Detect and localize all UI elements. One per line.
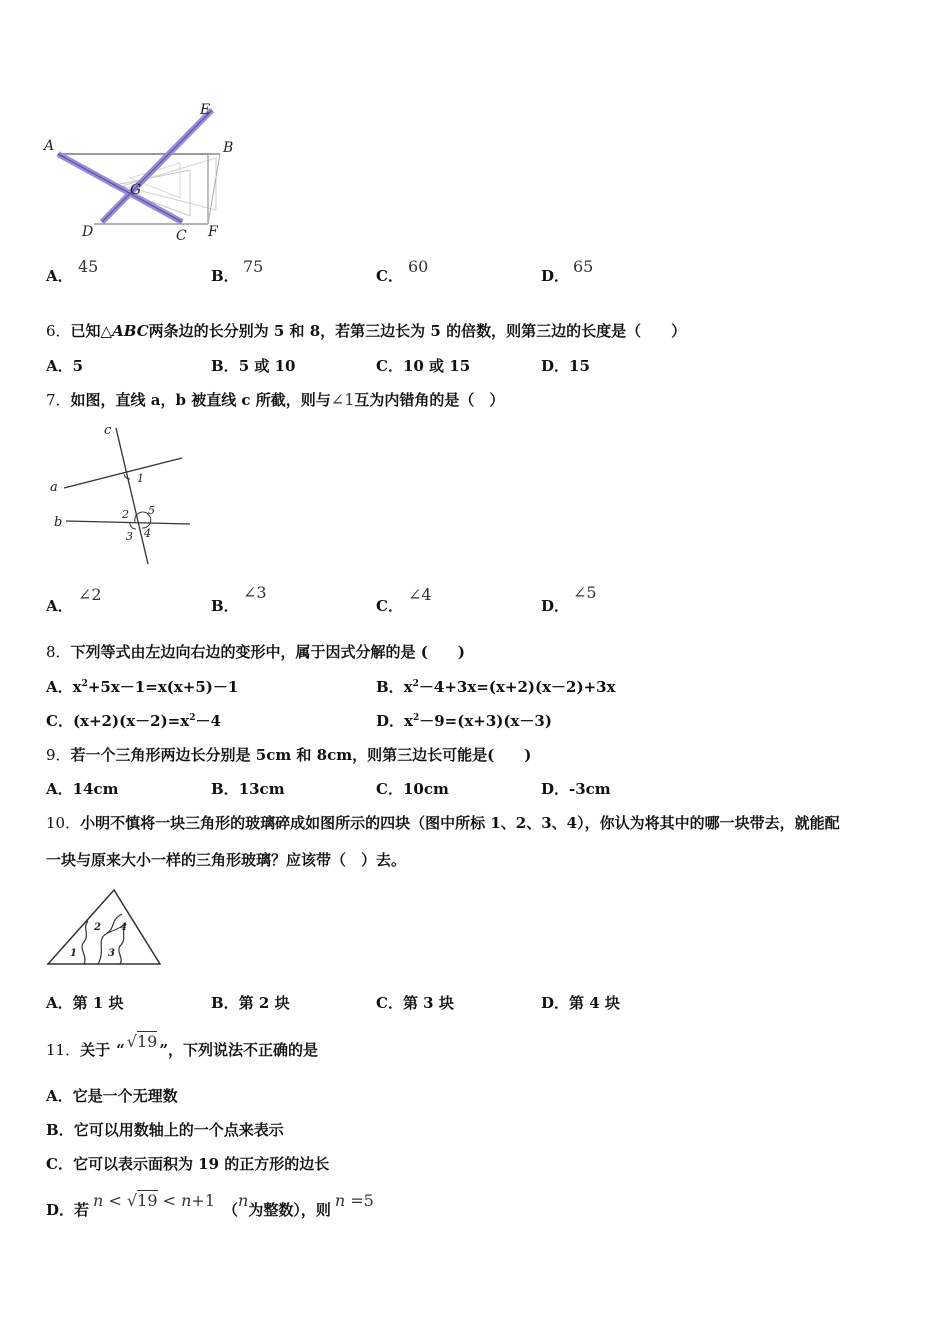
option-exponent: 2 bbox=[189, 713, 196, 723]
q8-option-b[interactable] bbox=[376, 676, 616, 697]
option-text: -3cm bbox=[569, 780, 611, 798]
option-text-pre: (x+2)(x－2)=x bbox=[72, 712, 190, 730]
q5-label-e: E bbox=[200, 102, 211, 118]
q5-option-a[interactable] bbox=[46, 257, 99, 286]
q8-text: 下列等式由左边向右边的变形中，属于因式分解的是 ( ) bbox=[70, 643, 465, 661]
q11-stem bbox=[46, 1032, 318, 1060]
q6-text-a: 已知△ bbox=[70, 322, 113, 340]
q5-label-d: D bbox=[82, 224, 94, 240]
option-value: ∠2 bbox=[78, 585, 102, 604]
option-value: 45 bbox=[78, 257, 99, 276]
q6-text-b: 两条边的长分别为 5 和 8，若第三边长为 5 的倍数，则第三边的长度是（ ） bbox=[148, 322, 687, 340]
q11-conclusion bbox=[335, 1191, 374, 1210]
option-text: 15 bbox=[569, 357, 590, 375]
option-text-post: +5x－1=x(x+5)－1 bbox=[87, 678, 239, 696]
option-letter: D． bbox=[46, 1201, 75, 1219]
option-text: 10cm bbox=[402, 780, 449, 798]
question-number: 9． bbox=[46, 746, 71, 764]
q5-label-b: B bbox=[223, 140, 234, 156]
q8-option-c[interactable] bbox=[46, 710, 221, 731]
option-letter: D． bbox=[541, 994, 570, 1012]
option-value: 75 bbox=[243, 257, 264, 276]
q9-option-b[interactable] bbox=[211, 778, 285, 799]
q11-option-d[interactable] bbox=[46, 1191, 374, 1220]
q11-option-a[interactable] bbox=[46, 1085, 178, 1106]
option-value: ∠4 bbox=[408, 585, 432, 604]
q6-option-b[interactable] bbox=[211, 355, 295, 376]
option-text: 5 或 10 bbox=[238, 357, 296, 375]
q7-option-d[interactable] bbox=[541, 583, 597, 616]
option-letter: B． bbox=[376, 678, 404, 696]
q7-option-a[interactable] bbox=[46, 585, 102, 616]
equals-five: =5 bbox=[350, 1191, 374, 1210]
q7-label-5: 5 bbox=[148, 504, 155, 517]
q10-piece-2: 2 bbox=[94, 922, 101, 933]
paren-open: （ bbox=[223, 1201, 239, 1219]
question-number: 10． bbox=[46, 814, 81, 832]
q5-label-f: F bbox=[208, 224, 218, 240]
option-letter: D． bbox=[541, 267, 570, 285]
option-letter: B． bbox=[211, 357, 239, 375]
option-letter: C． bbox=[376, 267, 403, 285]
q6-option-d[interactable] bbox=[541, 355, 590, 376]
option-text: 第 1 块 bbox=[72, 994, 124, 1012]
option-value: 65 bbox=[573, 257, 594, 276]
option-letter: D． bbox=[541, 597, 570, 615]
q10-piece-3: 3 bbox=[108, 948, 115, 959]
sqrt-icon: √ bbox=[126, 1032, 137, 1051]
option-exponent: 2 bbox=[412, 713, 420, 723]
option-letter: A． bbox=[46, 357, 73, 375]
option-text-pre: x bbox=[404, 712, 413, 730]
option-text: 14cm bbox=[72, 780, 119, 798]
q9-option-d[interactable] bbox=[541, 778, 611, 799]
q7-angle: ∠1 bbox=[330, 390, 355, 409]
q5-option-b[interactable] bbox=[211, 257, 264, 286]
q10-text-line2: 一块与原来大小一样的三角形玻璃？应该带（ ）去。 bbox=[46, 851, 407, 869]
var-n: n bbox=[181, 1191, 192, 1210]
q7-label-2: 2 bbox=[122, 508, 129, 521]
q7-label-1: 1 bbox=[137, 472, 144, 485]
q7-option-b[interactable] bbox=[211, 583, 267, 616]
option-letter: A． bbox=[46, 1087, 73, 1105]
q11-sqrt-expression bbox=[127, 1032, 158, 1051]
option-letter: C． bbox=[376, 780, 403, 798]
q8-option-d[interactable] bbox=[376, 710, 552, 731]
option-letter: C． bbox=[376, 597, 403, 615]
q9-option-c[interactable] bbox=[376, 778, 449, 799]
option-text: 它可以用数轴上的一个点来表示 bbox=[73, 1121, 284, 1139]
question-number: 6． bbox=[46, 322, 71, 340]
less-than: < bbox=[162, 1191, 176, 1210]
q11-option-c[interactable] bbox=[46, 1153, 329, 1174]
q10-option-b[interactable] bbox=[211, 992, 290, 1013]
q10-stem-line1 bbox=[46, 812, 840, 833]
q5-geometry-figure bbox=[40, 98, 250, 248]
q7-label-b: b bbox=[54, 515, 63, 530]
sqrt-radicand: 19 bbox=[137, 1191, 158, 1210]
option-value: ∠3 bbox=[243, 583, 267, 602]
option-letter: C． bbox=[376, 357, 403, 375]
var-n: n bbox=[93, 1191, 104, 1210]
option-text-post: －4+3x=(x+2)(x－2)+3x bbox=[418, 678, 616, 696]
option-letter: B． bbox=[211, 267, 239, 285]
option-text: 13cm bbox=[238, 780, 285, 798]
q10-option-a[interactable] bbox=[46, 992, 124, 1013]
option-text: 10 或 15 bbox=[402, 357, 471, 375]
q7-lines-figure bbox=[44, 418, 204, 568]
q5-label-g: G bbox=[130, 182, 142, 198]
q6-option-a[interactable] bbox=[46, 355, 83, 376]
q5-option-d[interactable] bbox=[541, 257, 594, 286]
q9-option-a[interactable] bbox=[46, 778, 119, 799]
option-letter: C． bbox=[376, 994, 403, 1012]
option-letter: B． bbox=[211, 780, 239, 798]
option-text-pre: x bbox=[403, 678, 413, 696]
q10-option-d[interactable] bbox=[541, 992, 620, 1013]
question-number: 11． bbox=[46, 1041, 81, 1059]
option-text: 第 4 块 bbox=[569, 994, 620, 1012]
question-number: 7． bbox=[46, 391, 71, 409]
option-value: 60 bbox=[408, 257, 429, 276]
q9-text: 若一个三角形两边长分别是 5cm 和 8cm，则第三边长可能是( ) bbox=[70, 746, 532, 764]
option-text: 第 3 块 bbox=[402, 994, 454, 1012]
q10-broken-glass-figure bbox=[44, 886, 164, 970]
q11-option-b[interactable] bbox=[46, 1119, 284, 1140]
q7-label-c: c bbox=[104, 423, 112, 438]
q8-option-a[interactable] bbox=[46, 676, 238, 697]
less-than: < bbox=[108, 1191, 122, 1210]
option-letter: C． bbox=[46, 712, 73, 730]
q5-label-c: C bbox=[176, 228, 187, 244]
option-letter: C． bbox=[46, 1155, 73, 1173]
option-letter: D． bbox=[376, 712, 405, 730]
q10-piece-1: 1 bbox=[70, 948, 77, 959]
option-text-post: －4 bbox=[195, 712, 221, 730]
q7-stem bbox=[46, 389, 504, 410]
option-text: 它可以表示面积为 19 的正方形的边长 bbox=[72, 1155, 330, 1173]
q7-text-a: 如图，直线 a，b 被直线 c 所截，则与 bbox=[70, 391, 331, 409]
q10-option-c[interactable] bbox=[376, 992, 454, 1013]
question-number: 8． bbox=[46, 643, 71, 661]
option-text-post: －9=(x+3)(x－3) bbox=[419, 712, 552, 730]
q10-stem-line2 bbox=[46, 849, 406, 870]
option-text: 5 bbox=[72, 357, 84, 375]
q11-text-b: ，下列说法不正确的是 bbox=[167, 1041, 318, 1059]
q7-label-3: 3 bbox=[126, 530, 133, 543]
option-letter: B． bbox=[46, 1121, 74, 1139]
plus-one: +1 bbox=[191, 1191, 215, 1210]
option-letter: B． bbox=[211, 597, 239, 615]
option-exponent: 2 bbox=[81, 679, 88, 689]
q5-option-c[interactable] bbox=[376, 257, 429, 286]
q11-inequality bbox=[93, 1191, 215, 1210]
option-letter: A． bbox=[46, 597, 73, 615]
q6-option-c[interactable] bbox=[376, 355, 470, 376]
q10-piece-4: 4 bbox=[120, 922, 127, 933]
option-letter: B． bbox=[211, 994, 239, 1012]
q11-close-quote: ” bbox=[159, 1041, 168, 1059]
option-text: 第 2 块 bbox=[238, 994, 290, 1012]
q6-stem bbox=[46, 320, 686, 341]
q11-sqrt-radicand: 19 bbox=[136, 1032, 158, 1051]
q6-abc: ABC bbox=[112, 322, 149, 340]
sqrt-icon: √ bbox=[126, 1191, 138, 1210]
q7-label-4: 4 bbox=[144, 527, 151, 540]
option-letter: D． bbox=[541, 357, 570, 375]
q9-stem bbox=[46, 744, 531, 765]
option-letter: A． bbox=[46, 678, 73, 696]
q5-label-a: A bbox=[44, 138, 55, 154]
var-n: n bbox=[334, 1191, 346, 1210]
var-n: n bbox=[238, 1191, 249, 1210]
option-integer-text: 为整数），则 bbox=[248, 1201, 331, 1219]
option-value: ∠5 bbox=[573, 583, 597, 602]
option-text-pre: x bbox=[72, 678, 82, 696]
q8-stem bbox=[46, 641, 465, 662]
q7-text-b: 互为内错角的是（ ） bbox=[354, 391, 505, 409]
option-letter: A． bbox=[46, 267, 73, 285]
option-text: 它是一个无理数 bbox=[72, 1087, 178, 1105]
q7-option-c[interactable] bbox=[376, 585, 432, 616]
q7-label-a: a bbox=[50, 480, 58, 495]
q11-text-a: 关于 bbox=[80, 1041, 111, 1059]
q10-text-line1: 小明不慎将一块三角形的玻璃碎成如图所示的四块（图中所标 1、2、3、4），你认为将其中的哪一块带去，就能配 bbox=[80, 814, 840, 832]
option-text-if: 若 bbox=[74, 1201, 90, 1219]
option-exponent: 2 bbox=[412, 679, 419, 689]
option-letter: D． bbox=[541, 780, 570, 798]
q11-open-quote: “ bbox=[116, 1041, 125, 1059]
option-letter: A． bbox=[46, 994, 73, 1012]
option-letter: A． bbox=[46, 780, 73, 798]
